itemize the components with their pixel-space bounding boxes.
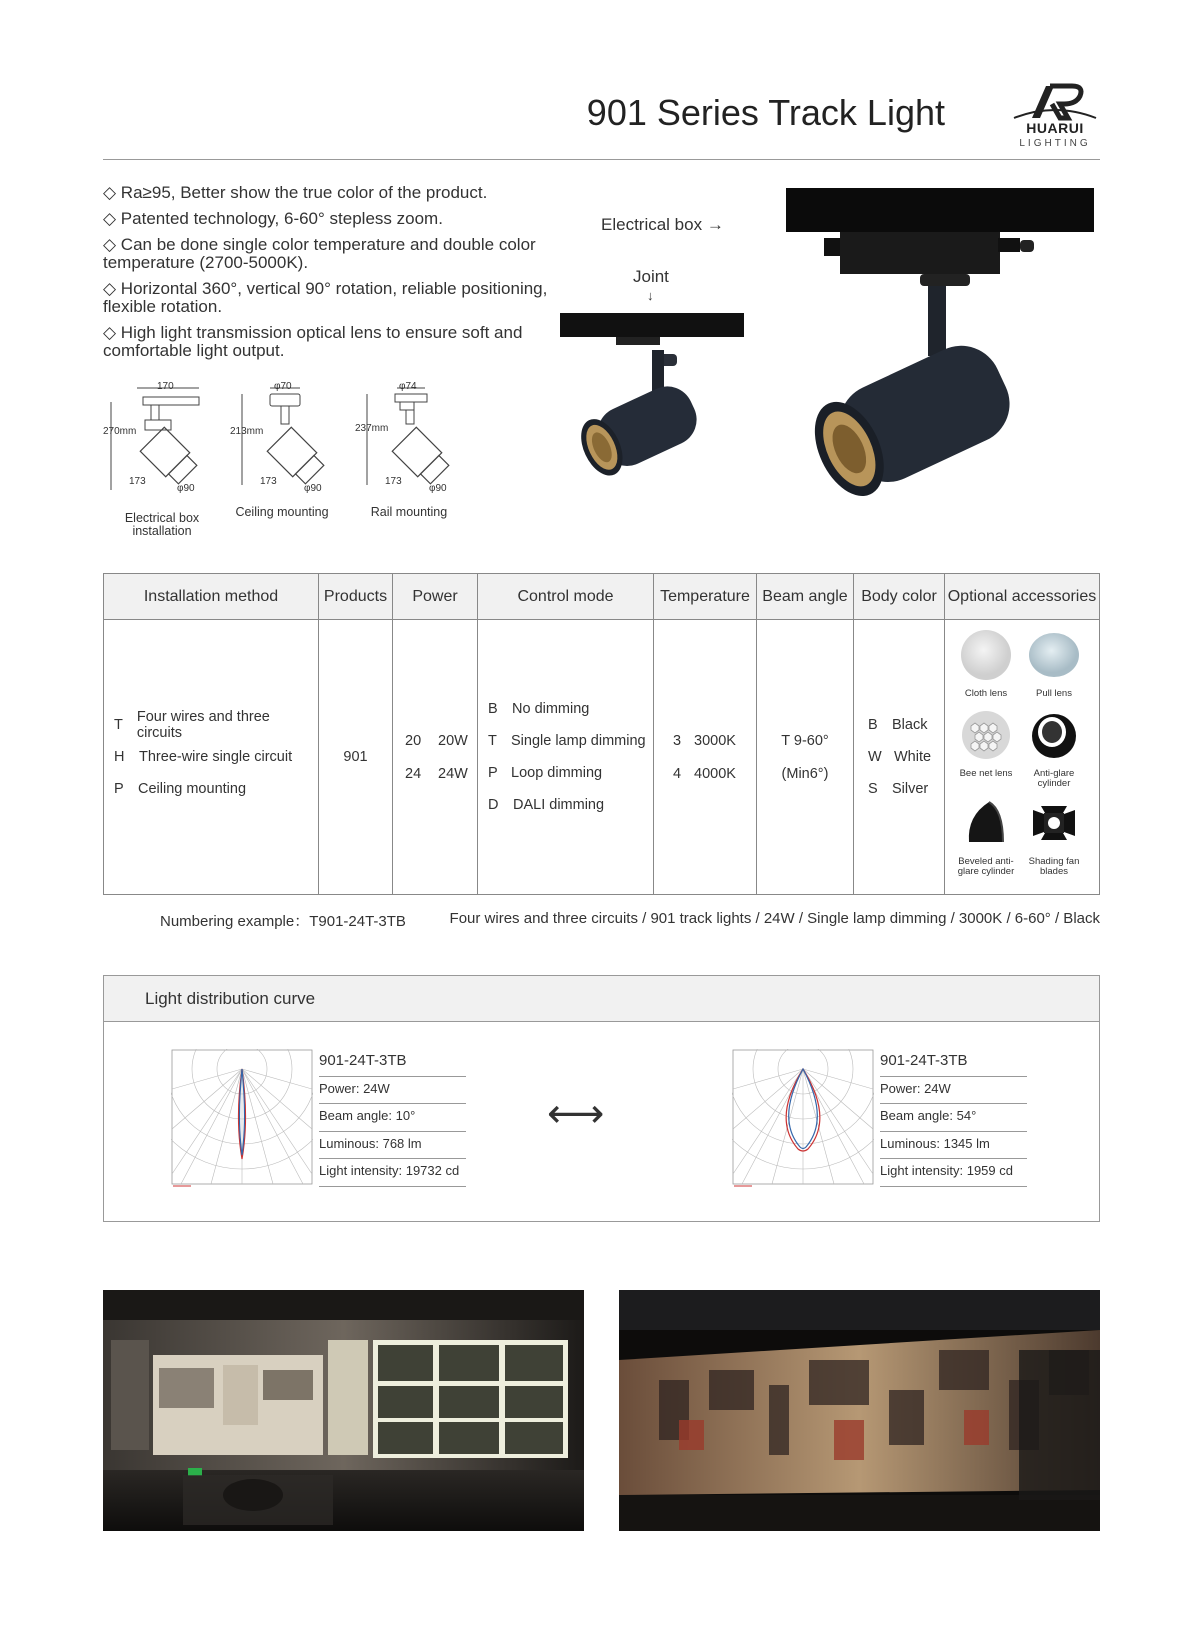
header-control: Control mode xyxy=(478,574,654,620)
curve-power: Power: 24W xyxy=(319,1077,466,1105)
control-cell xyxy=(478,620,654,895)
option-item: W White xyxy=(868,749,932,765)
dim-top: φ74 xyxy=(399,381,417,392)
beam-min: (Min6°) xyxy=(781,765,829,782)
option-item: S Silver xyxy=(868,781,929,797)
curve-intensity: Light intensity: 1959 cd xyxy=(880,1159,1027,1187)
diagram-ceiling xyxy=(230,380,330,505)
accessory-item: Anti-glare cylinder xyxy=(1025,708,1083,789)
option-item: T Four wires and three circuits xyxy=(114,709,270,741)
curve-beam: Beam angle: 54° xyxy=(880,1104,1027,1132)
accessory-item: Pull lens xyxy=(1027,628,1081,699)
curve-model: 901-24T-3TB xyxy=(880,1049,1027,1077)
diagram-label: Rail mounting xyxy=(370,505,448,519)
option-item: 3 3000K xyxy=(673,732,736,749)
accessories-cell xyxy=(945,620,1100,895)
option-item: 20 20W xyxy=(405,732,468,749)
diagram-label: Ceiling mounting xyxy=(235,505,329,519)
feature-list xyxy=(103,184,553,368)
dim-height: 237mm xyxy=(355,423,389,434)
curve-intensity: Light intensity: 19732 cd xyxy=(319,1159,466,1187)
curve-beam: Beam angle: 10° xyxy=(319,1104,466,1132)
electrical-box-callout: Electrical box → xyxy=(601,215,724,234)
option-item: P Ceiling mounting xyxy=(114,781,247,797)
dim-length: 173 xyxy=(385,476,402,487)
curve-luminous: Luminous: 768 lm xyxy=(319,1132,466,1160)
header-accessories: Optional accessories xyxy=(945,574,1100,620)
cloth-lens-icon xyxy=(959,628,1013,682)
header-divider xyxy=(103,159,1100,160)
header-beam: Beam angle xyxy=(757,574,854,620)
beveled-cylinder-icon xyxy=(959,796,1013,850)
dim-diameter: φ90 xyxy=(429,483,447,494)
diagram-electrical-box xyxy=(103,380,203,505)
dim-height: 213mm xyxy=(230,426,264,437)
accessory-item: Shading fan blades xyxy=(1025,796,1083,877)
power-cell xyxy=(393,620,478,895)
polar-curve-wide xyxy=(732,1049,874,1189)
feature-item: ◇ Patented technology, 6-60° stepless zoom. xyxy=(103,209,443,228)
option-item: T Single lamp dimming xyxy=(488,733,646,749)
option-item: B Black xyxy=(868,717,928,733)
dim-height: 270mm xyxy=(103,426,137,437)
accessory-item: Beveled anti-glare cylinder xyxy=(955,796,1017,877)
table-row xyxy=(104,620,1100,895)
compare-arrow-icon: ⟷ xyxy=(547,1092,605,1136)
dim-length: 173 xyxy=(260,476,277,487)
temperature-cell xyxy=(654,620,757,895)
bee-net-lens-icon xyxy=(959,708,1013,762)
exhibition-photo-left xyxy=(103,1290,584,1531)
option-item: B No dimming xyxy=(488,701,590,717)
feature-item: ◇ Can be done single color temperature and double color temperature (2700-5000K). xyxy=(103,235,536,272)
header-products: Products xyxy=(319,574,393,620)
accessory-item: Cloth lens xyxy=(959,628,1013,699)
shading-fan-blades-icon xyxy=(1027,796,1081,850)
option-item: P Loop dimming xyxy=(488,765,603,781)
curve-model: 901-24T-3TB xyxy=(319,1049,466,1077)
polar-curve-narrow xyxy=(171,1049,313,1189)
joint-arrow: ↓ xyxy=(647,288,654,303)
header-body-color: Body color xyxy=(854,574,945,620)
feature-item: ◇ Horizontal 360°, vertical 90° rotation, reliable positioning, flexible rotation. xyxy=(103,279,548,316)
spec-table xyxy=(103,573,1100,895)
header-temperature: Temperature xyxy=(654,574,757,620)
diagram-label: Electrical box installation xyxy=(124,511,200,538)
numbering-breakdown: Four wires and three circuits / 901 track lights / 24W / Single lamp dimming / 3000K / 6-60° / Black xyxy=(449,910,1100,927)
product-cell: 901 xyxy=(319,620,393,895)
feature-item: ◇ Ra≥95, Better show the true color of the product. xyxy=(103,183,488,202)
option-item: 4 4000K xyxy=(673,765,736,782)
header-installation: Installation method xyxy=(104,574,319,620)
curve-info-wide xyxy=(880,1049,1027,1187)
header-power: Power xyxy=(393,574,478,620)
product-photo-small xyxy=(558,310,746,500)
huarui-logo-icon xyxy=(1010,82,1100,122)
table-header-row xyxy=(104,574,1100,620)
curve-info-narrow xyxy=(319,1049,466,1187)
numbering-example: Numbering example：T901-24T-3TB xyxy=(160,913,406,930)
anti-glare-cylinder-icon xyxy=(1027,708,1081,762)
feature-item: ◇ High light transmission optical lens to ensure soft and comfortable light output. xyxy=(103,323,523,360)
exhibition-photo-right xyxy=(619,1290,1100,1531)
beam-range: T 9-60° xyxy=(781,732,829,749)
curve-power: Power: 24W xyxy=(880,1077,1027,1105)
logo-tagline: LIGHTING xyxy=(1019,138,1091,149)
pull-lens-icon xyxy=(1027,628,1081,682)
dim-top: φ70 xyxy=(274,381,292,392)
light-distribution-title: Light distribution curve xyxy=(104,976,1099,1022)
dim-length: 173 xyxy=(129,476,146,487)
dim-diameter: φ90 xyxy=(177,483,195,494)
dim-diameter: φ90 xyxy=(304,483,322,494)
curve-luminous: Luminous: 1345 lm xyxy=(880,1132,1027,1160)
dim-top: 170 xyxy=(157,381,174,392)
logo-word: HUARUI xyxy=(1026,120,1084,136)
option-item: D DALI dimming xyxy=(488,797,605,813)
option-item: H Three-wire single circuit xyxy=(114,749,293,765)
beam-cell xyxy=(757,620,854,895)
accessory-item: Bee net lens xyxy=(955,708,1017,779)
diagram-rail xyxy=(355,380,455,505)
option-item: 24 24W xyxy=(405,765,468,782)
body-color-cell xyxy=(854,620,945,895)
page-title: 901 Series Track Light xyxy=(586,92,945,133)
installation-cell xyxy=(104,620,319,895)
brand-logo xyxy=(1010,82,1100,152)
light-distribution-panel xyxy=(103,975,1100,1222)
product-photo-large xyxy=(780,186,1100,511)
joint-callout: Joint xyxy=(633,267,669,286)
